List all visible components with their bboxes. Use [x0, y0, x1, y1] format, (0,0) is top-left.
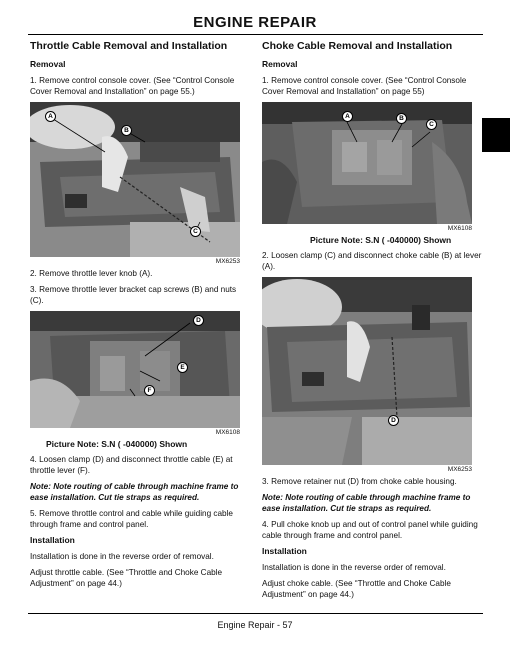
page-title: ENGINE REPAIR	[193, 14, 317, 31]
throttle-installation-heading: Installation	[30, 535, 75, 545]
throttle-photo-1	[30, 102, 240, 257]
choke-install-1: Installation is done in the reverse order of removal.	[262, 563, 446, 572]
choke-photo-2	[262, 277, 472, 465]
throttle-install-2: Adjust throttle cable. (See “Throttle and Choke Cable Adjustment” on page 44.)	[30, 568, 223, 588]
footer-rule	[28, 613, 483, 614]
choke-routing-note: Note: Note routing of cable through machine frame to ease installation. Cut tie straps as required.	[262, 493, 471, 513]
callout-b: B	[396, 113, 407, 124]
throttle-step-3: 3. Remove throttle lever bracket cap screws (B) and nuts (C).	[30, 285, 237, 305]
throttle-photo-2	[30, 311, 240, 428]
throttle-cable-section	[30, 40, 250, 594]
throttle-removal-heading: Removal	[30, 59, 66, 69]
callout-a: A	[45, 111, 56, 122]
callout-e: E	[177, 362, 188, 373]
throttle-section-title: Throttle Cable Removal and Installation	[30, 40, 228, 52]
callout-d: D	[388, 415, 399, 426]
choke-picture-note: Picture Note: S.N ( -040000) Shown	[310, 235, 452, 245]
choke-step-3: 3. Remove retainer nut (D) from choke cable housing.	[262, 477, 457, 486]
callout-c: C	[426, 119, 437, 130]
figure-id: MX6253	[215, 258, 240, 265]
figure-id: MX6108	[215, 429, 240, 436]
throttle-step-4: 4. Loosen clamp (D) and disconnect throttle cable (E) at throttle lever (F).	[30, 455, 233, 475]
callout-a: A	[342, 111, 353, 122]
choke-removal-heading: Removal	[262, 59, 298, 69]
throttle-step-5: 5. Remove throttle control and cable while guiding cable through frame and control panel.	[30, 509, 233, 529]
choke-install-2: Adjust choke cable. (See “Throttle and Choke Cable Adjustment” on page 44.)	[262, 579, 451, 599]
choke-photo-1	[262, 102, 472, 224]
choke-cable-section	[262, 40, 482, 605]
figure-id: MX6253	[447, 466, 472, 473]
throttle-photo-2-image	[30, 311, 240, 428]
choke-photo-1-image	[262, 102, 472, 224]
choke-step-1: 1. Remove control console cover. (See “Control Console Cover Removal and Installation” on page 55)	[262, 76, 467, 96]
throttle-install-1: Installation is done in the reverse order of removal.	[30, 552, 214, 561]
choke-installation-heading: Installation	[262, 546, 307, 556]
figure-id: MX6108	[447, 225, 472, 232]
throttle-step-2: 2. Remove throttle lever knob (A).	[30, 269, 153, 278]
callout-d: D	[193, 315, 204, 326]
page-footer: Engine Repair - 57	[217, 620, 293, 630]
section-tab-marker	[482, 118, 510, 152]
throttle-routing-note: Note: Note routing of cable through machine frame to ease installation. Cut tie straps as required.	[30, 482, 239, 502]
choke-photo-2-image	[262, 277, 472, 465]
callout-b: B	[121, 125, 132, 136]
callout-f: F	[144, 385, 155, 396]
callout-c: C	[190, 226, 201, 237]
throttle-picture-note: Picture Note: S.N ( -040000) Shown	[46, 439, 188, 449]
throttle-photo-1-image	[30, 102, 240, 257]
choke-section-title: Choke Cable Removal and Installation	[262, 40, 453, 52]
choke-step-4: 4. Pull choke knob up and out of control panel while guiding cable through frame and control panel.	[262, 520, 478, 540]
choke-step-2: 2. Loosen clamp (C) and disconnect choke cable (B) at lever (A).	[262, 251, 482, 271]
throttle-step-1: 1. Remove control console cover. (See “Control Console Cover Removal and Installation” on page 55.)	[30, 76, 235, 96]
header-rule	[28, 34, 483, 35]
